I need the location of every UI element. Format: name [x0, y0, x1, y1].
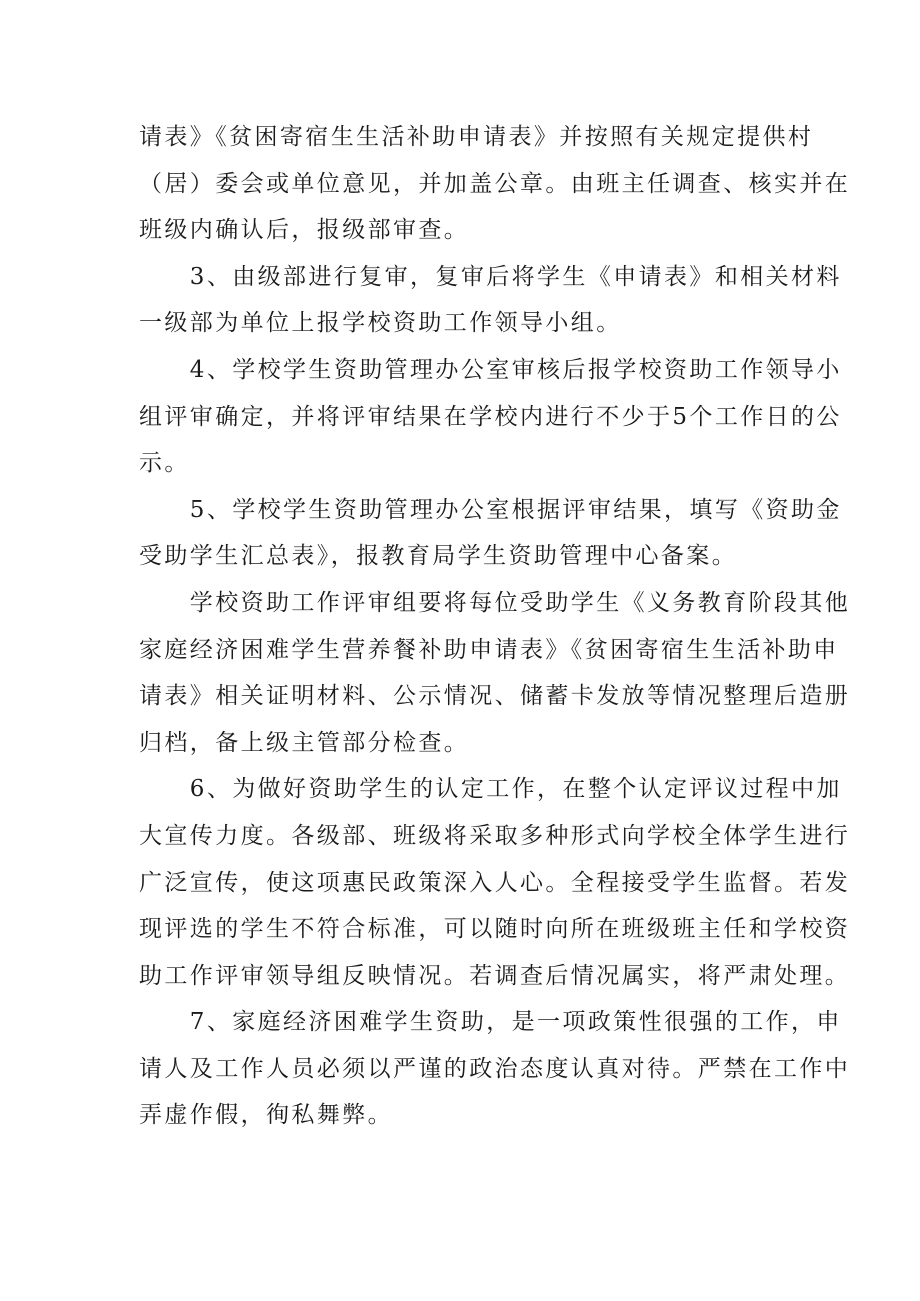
document-body [139, 114, 851, 1139]
text-line: 示。 [139, 450, 190, 477]
text-line: 广泛宣传，使这项惠民政策深入人心。全程接受学生监督。若发 [139, 869, 851, 896]
text-line: 受助学生汇总表》，报教育局学生资助管理中心备案。 [139, 543, 738, 570]
paragraph-7-line: 7、家庭经济困难学生资助，是一项政策性很强的工作，申 [139, 1009, 842, 1036]
text-line: 请表》《贫困寄宿生生活补助申请表》并按照有关规定提供村 [139, 124, 814, 150]
text-line: 助工作评审领导组反映情况。若调查后情况属实，将严肃处理。 [139, 962, 851, 989]
text-line: 班级内确认后，报级部审查。 [139, 217, 470, 244]
paragraph-5-line: 5、学校学生资助管理办公室根据评审结果，填写《资助金 [139, 496, 842, 523]
paragraph-4-line: 4、学校学生资助管理办公室审核后报学校资助工作领导小 [139, 356, 842, 383]
text-line: 组评审确定，并将评审结果在学校内进行不少于5个工作日的公 [139, 403, 842, 430]
text-line: 请人及工作人员必须以严谨的政治态度认真对待。严禁在工作中 [139, 1055, 851, 1082]
paragraph-6-line: 6、为做好资助学生的认定工作，在整个认定评议过程中加 [139, 776, 842, 803]
paragraph-archive-line: 学校资助工作评审组要将每位受助学生《义务教育阶段其他 [139, 589, 851, 616]
text-line: 请表》相关证明材料、公示情况、储蓄卡发放等情况整理后造册 [139, 683, 851, 710]
text-line: 归档，备上级主管部分检查。 [139, 729, 470, 756]
text-line: 家庭经济困难学生营养餐补助申请表》《贫困寄宿生生活补助申 [139, 636, 839, 663]
text-line: （居）委会或单位意见，并加盖公章。由班主任调查、核实并在 [139, 170, 851, 197]
paragraph-3-line: 3、由级部进行复审，复审后将学生《申请表》和相关材料 [139, 263, 842, 290]
text-line: 现评选的学生不符合标准，可以随时向所在班级班主任和学校资 [139, 916, 851, 943]
text-line: 弄虚作假，徇私舞弊。 [139, 1102, 393, 1129]
text-line: 大宣传力度。各级部、班级将采取多种形式向学校全体学生进行 [139, 822, 851, 849]
text-line: 一级部为单位上报学校资助工作领导小组。 [139, 310, 622, 337]
